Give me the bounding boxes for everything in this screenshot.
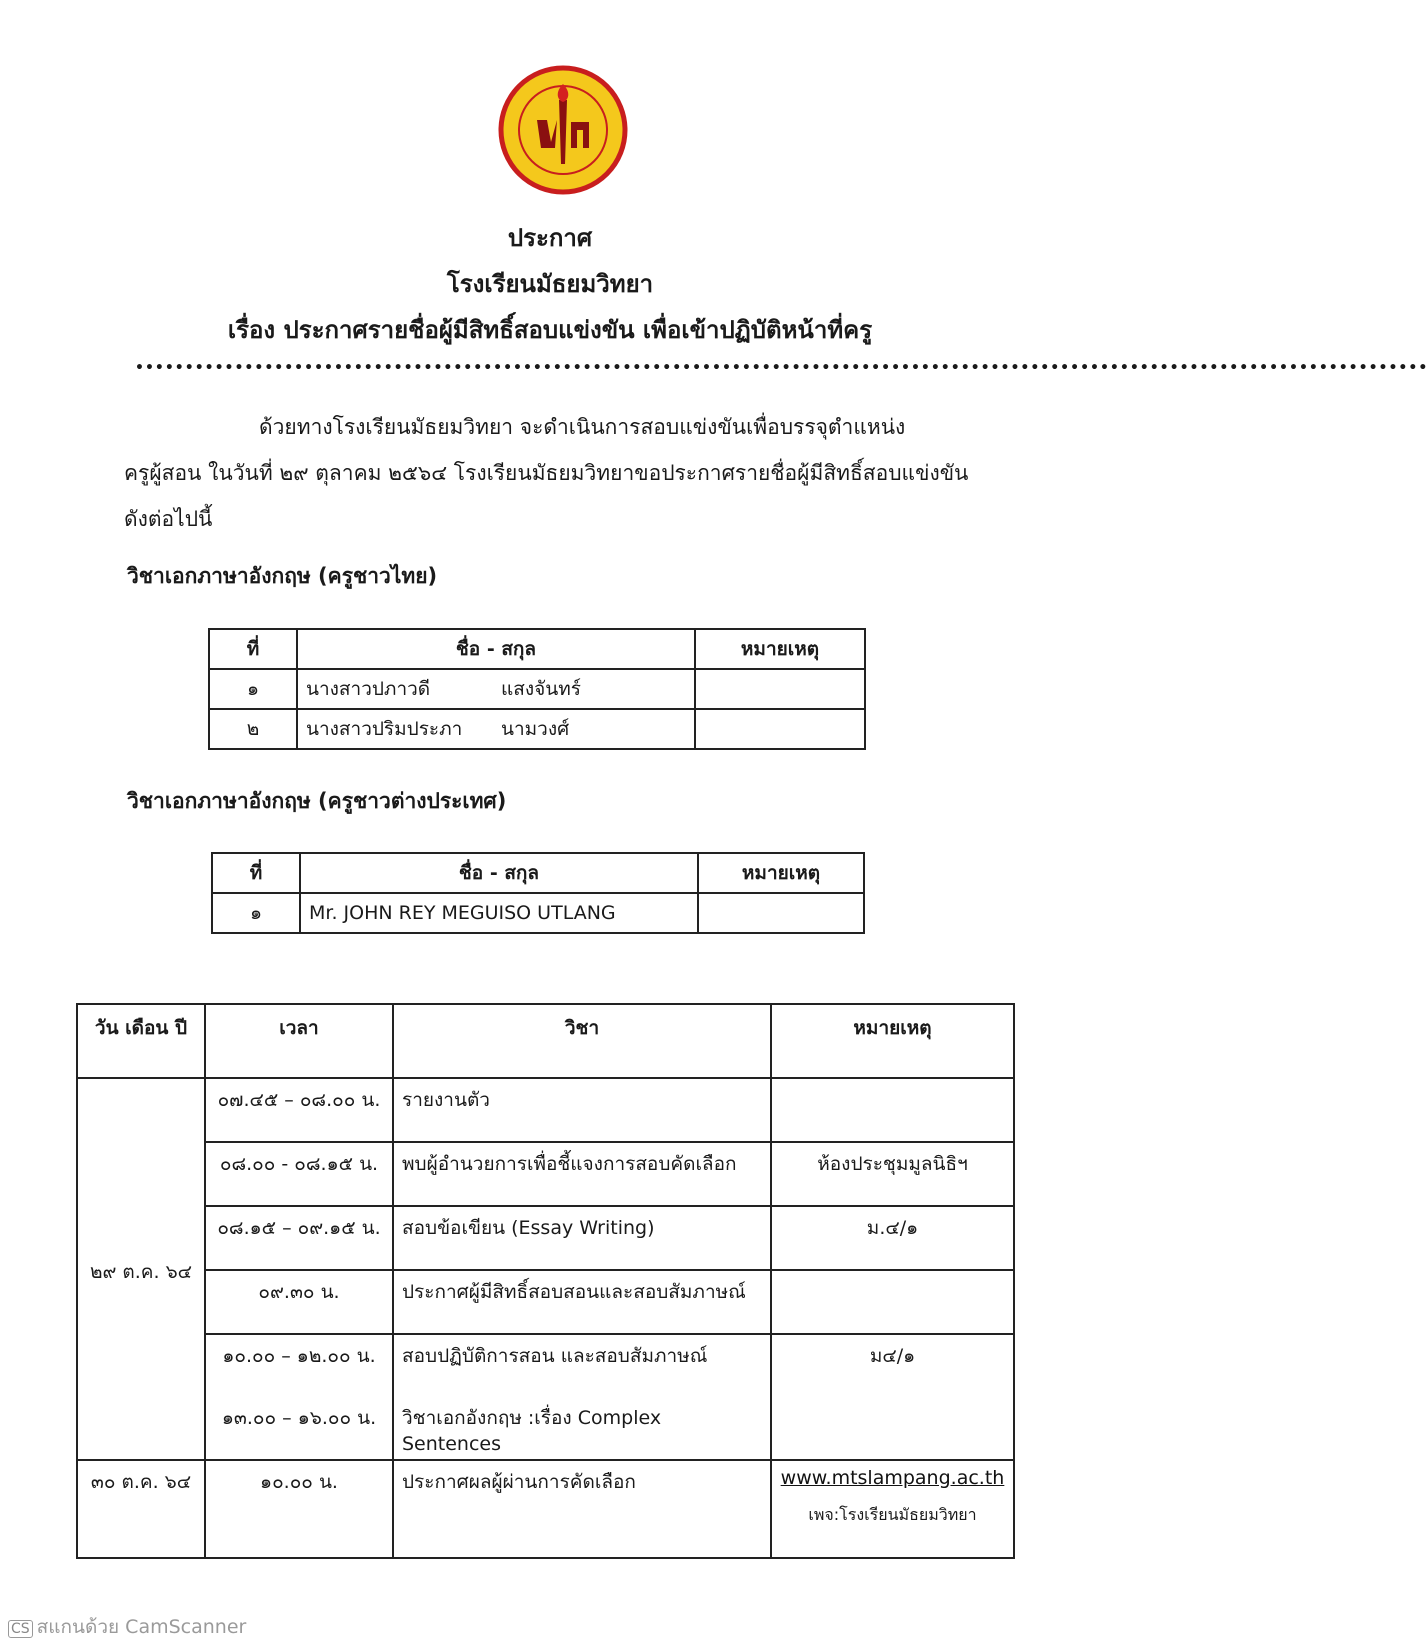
- col-note: หมายเหตุ: [771, 1004, 1014, 1078]
- schedule-subject: สอบข้อเขียน (Essay Writing): [393, 1206, 771, 1270]
- intro-line-2: ครูผู้สอน ในวันที่ ๒๙ ตุลาคม ๒๕๖๔ โรงเรียนมัธยมวิทยาขอประกาศรายชื่อผู้มีสิทธิ์สอบแข่งขัน: [124, 461, 969, 485]
- camscanner-text: สแกนด้วย CamScanner: [36, 1616, 247, 1638]
- col-note: หมายเหตุ: [695, 629, 865, 669]
- announcement-subject: เรื่อง ประกาศรายชื่อผู้มีสิทธิ์สอบแข่งขัน เพื่อเข้าปฏิบัติหน้าที่ครู: [227, 316, 873, 344]
- schedule-date-1: ๒๙ ต.ค. ๖๔: [77, 1078, 205, 1460]
- col-no: ที่: [209, 629, 297, 669]
- schedule-note: ห้องประชุมมูลนิธิฯ: [771, 1142, 1014, 1206]
- row-no: ๑: [212, 893, 300, 933]
- col-subject: วิชา: [393, 1004, 771, 1078]
- col-time: เวลา: [205, 1004, 393, 1078]
- row-name: Mr. JOHN REY MEGUISO UTLANG: [300, 893, 698, 933]
- schedule-subject: รายงานตัว: [393, 1078, 771, 1142]
- intro-line-3: ดังต่อไปนี้: [124, 507, 213, 531]
- foreign-teachers-table: [211, 852, 865, 934]
- col-name: ชื่อ - สกุล: [297, 629, 695, 669]
- row-note: [695, 709, 865, 749]
- schedule-date-2: ๓๐ ต.ค. ๖๔: [77, 1460, 205, 1558]
- schedule-row: [77, 1334, 1014, 1397]
- schedule-subject: ประกาศผู้มีสิทธิ์สอบสอนและสอบสัมภาษณ์: [393, 1270, 771, 1334]
- row-no: ๑: [209, 669, 297, 709]
- schedule-note: [771, 1460, 1014, 1558]
- intro-paragraph: [124, 404, 1004, 542]
- camscanner-icon: CS: [8, 1620, 33, 1638]
- table-row: [209, 709, 865, 749]
- schedule-time: ๐๘.๐๐ - ๐๘.๑๕ น.: [205, 1142, 393, 1206]
- last-name: นามวงศ์: [501, 718, 570, 740]
- schedule-subject: ประกาศผลผู้ผ่านการคัดเลือก: [393, 1460, 771, 1558]
- dotted-separator: ••••••••••••••••••••••••••••••••••••••••••••••••••••••••••••••••••••••••••••••••••••••••••••••••••••••••••••••••••••••••••••••••••: [135, 360, 1428, 376]
- schedule-row: [77, 1078, 1014, 1142]
- col-no: ที่: [212, 853, 300, 893]
- intro-line-1: ด้วยทางโรงเรียนมัธยมวิทยา จะดำเนินการสอบแข่งขันเพื่อบรรจุตำแหน่ง: [259, 415, 906, 439]
- last-name: แสงจันทร์: [501, 678, 581, 700]
- schedule-note: [771, 1078, 1014, 1142]
- website-link[interactable]: www.mtslampang.ac.th: [780, 1467, 1005, 1489]
- table-row: [209, 669, 865, 709]
- schedule-row: [77, 1270, 1014, 1334]
- schedule-time: ๐๘.๑๕ – ๐๙.๑๕ น.: [205, 1206, 393, 1270]
- col-name: ชื่อ - สกุล: [300, 853, 698, 893]
- schedule-row: [77, 1460, 1014, 1558]
- schedule-time: ๑๐.๐๐ น.: [205, 1460, 393, 1558]
- schedule-note: ม๔/๑: [771, 1334, 1014, 1460]
- section-heading-thai-teachers: วิชาเอกภาษาอังกฤษ (ครูชาวไทย): [127, 564, 438, 588]
- camscanner-watermark: [8, 1612, 246, 1642]
- schedule-subject: พบผู้อำนวยการเพื่อชี้แจงการสอบคัดเลือก: [393, 1142, 771, 1206]
- thai-teachers-table: [208, 628, 866, 750]
- first-name: นางสาวปภาวดี: [306, 678, 431, 700]
- col-note: หมายเหตุ: [698, 853, 864, 893]
- schedule-time: ๐๗.๔๕ – ๐๘.๐๐ น.: [205, 1078, 393, 1142]
- announcement-title: ประกาศ: [507, 224, 593, 252]
- school-name: โรงเรียนมัธยมวิทยา: [446, 270, 654, 298]
- table-row: [212, 893, 864, 933]
- schedule-time: ๑๓.๐๐ – ๑๖.๐๐ น.: [205, 1397, 393, 1460]
- schedule-row: [77, 1142, 1014, 1206]
- row-name: [297, 669, 695, 709]
- row-no: ๒: [209, 709, 297, 749]
- schedule-row: [77, 1206, 1014, 1270]
- section-heading-foreign-teachers: วิชาเอกภาษาอังกฤษ (ครูชาวต่างประเทศ): [127, 789, 507, 813]
- school-logo: [497, 64, 629, 196]
- schedule-note: [771, 1270, 1014, 1334]
- schedule-note: ม.๔/๑: [771, 1206, 1014, 1270]
- facebook-page: เพจ:โรงเรียนมัธยมวิทยา: [808, 1505, 977, 1524]
- table-header-row: [212, 853, 864, 893]
- row-note: [695, 669, 865, 709]
- schedule-time: ๐๙.๓๐ น.: [205, 1270, 393, 1334]
- schedule-header-row: [77, 1004, 1014, 1078]
- table-header-row: [209, 629, 865, 669]
- schedule-subject: สอบปฏิบัติการสอน และสอบสัมภาษณ์: [393, 1334, 771, 1397]
- schedule-table: [76, 1003, 1015, 1559]
- schedule-time: ๑๐.๐๐ – ๑๒.๐๐ น.: [205, 1334, 393, 1397]
- row-note: [698, 893, 864, 933]
- first-name: นางสาวปริมประภา: [306, 718, 463, 740]
- schedule-subject: วิชาเอกอังกฤษ :เรื่อง Complex Sentences: [393, 1397, 771, 1460]
- col-date: วัน เดือน ปี: [77, 1004, 205, 1078]
- row-name: [297, 709, 695, 749]
